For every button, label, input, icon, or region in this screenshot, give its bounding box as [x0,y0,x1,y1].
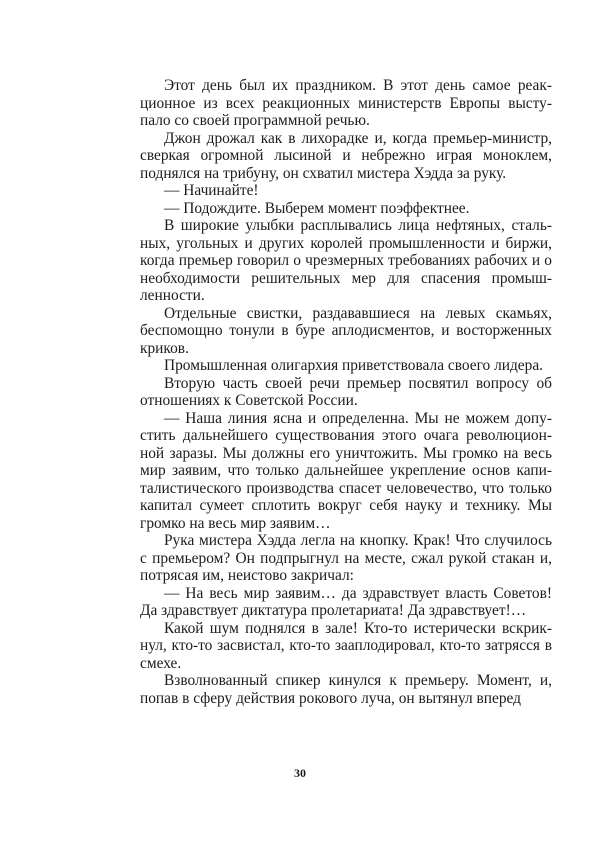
page-number: 30 [294,766,306,780]
paragraph: Взволнованный спикер кинулся к премьеру. Момент, и, попав в сферу действия рокового луча, он вытянул вперед [140,672,552,707]
paragraph: Рука мистера Хэдда легла на кнопку. Крак! Что случилось с премьером? Он подпрыгнул на месте, сжал рукой стакан и, потрясая им, неистово закричал: [140,532,552,584]
body-text [140,77,552,707]
paragraph: — Подождите. Выберем момент поэффектнее. [164,199,470,217]
paragraph: Вторую часть своей речи премьер посвятил вопросу об отношениях к Советской России. [140,374,552,409]
paragraph: Отдельные свистки, раздававшиеся на левых скамьях, беспомощно тонули в буре аплодисментов, и восторженных криков. [140,304,552,357]
paragraph: — Начинайте! [164,182,259,199]
paragraph: Какой шум поднялся в зале! Кто-то истерически вскрикнул, кто-то засвистал, кто-то зааплодировал, кто-то затрясся в смехе. [140,619,552,672]
paragraph: В широкие улыбки расплывались лица нефтяных, стальных, угольных и других королей промышленности и биржи, когда премьер говорил о чрезмерных требованиях рабочих и о необходимости решительных мер для спасения промышленности. [140,217,552,304]
paragraph: Джон дрожал как в лихорадке и, когда премьер-министр, сверкая огромной лысиной и небрежно играя моноклем, поднялся на трибуну, он схватил мистера Хэдда за руку. [140,129,552,182]
paragraph: — Наша линия ясна и определенна. Мы не можем допустить дальнейшего существования этого очага революционной заразы. Мы должны его уничтожить. Мы громко на весь мир заявим, что только дальнейшее укрепление основ капиталистического производства спасет человечество, что только капитал сумеет сплотить вокруг себя науку и технику. Мы громко на весь мир заявим… [140,409,552,532]
paragraph: — На весь мир заявим… да здравствует власть Советов! Да здравствует диктатура пролетариата! Да здравствует!… [140,584,552,619]
paragraph: Промышленная олигархия приветствовала своего лидера. [164,357,544,374]
paragraph: Этот день был их праздником. В этот день самое реакционное из всех реакционных министерств Европы выступало со своей программной речью. [140,77,552,129]
